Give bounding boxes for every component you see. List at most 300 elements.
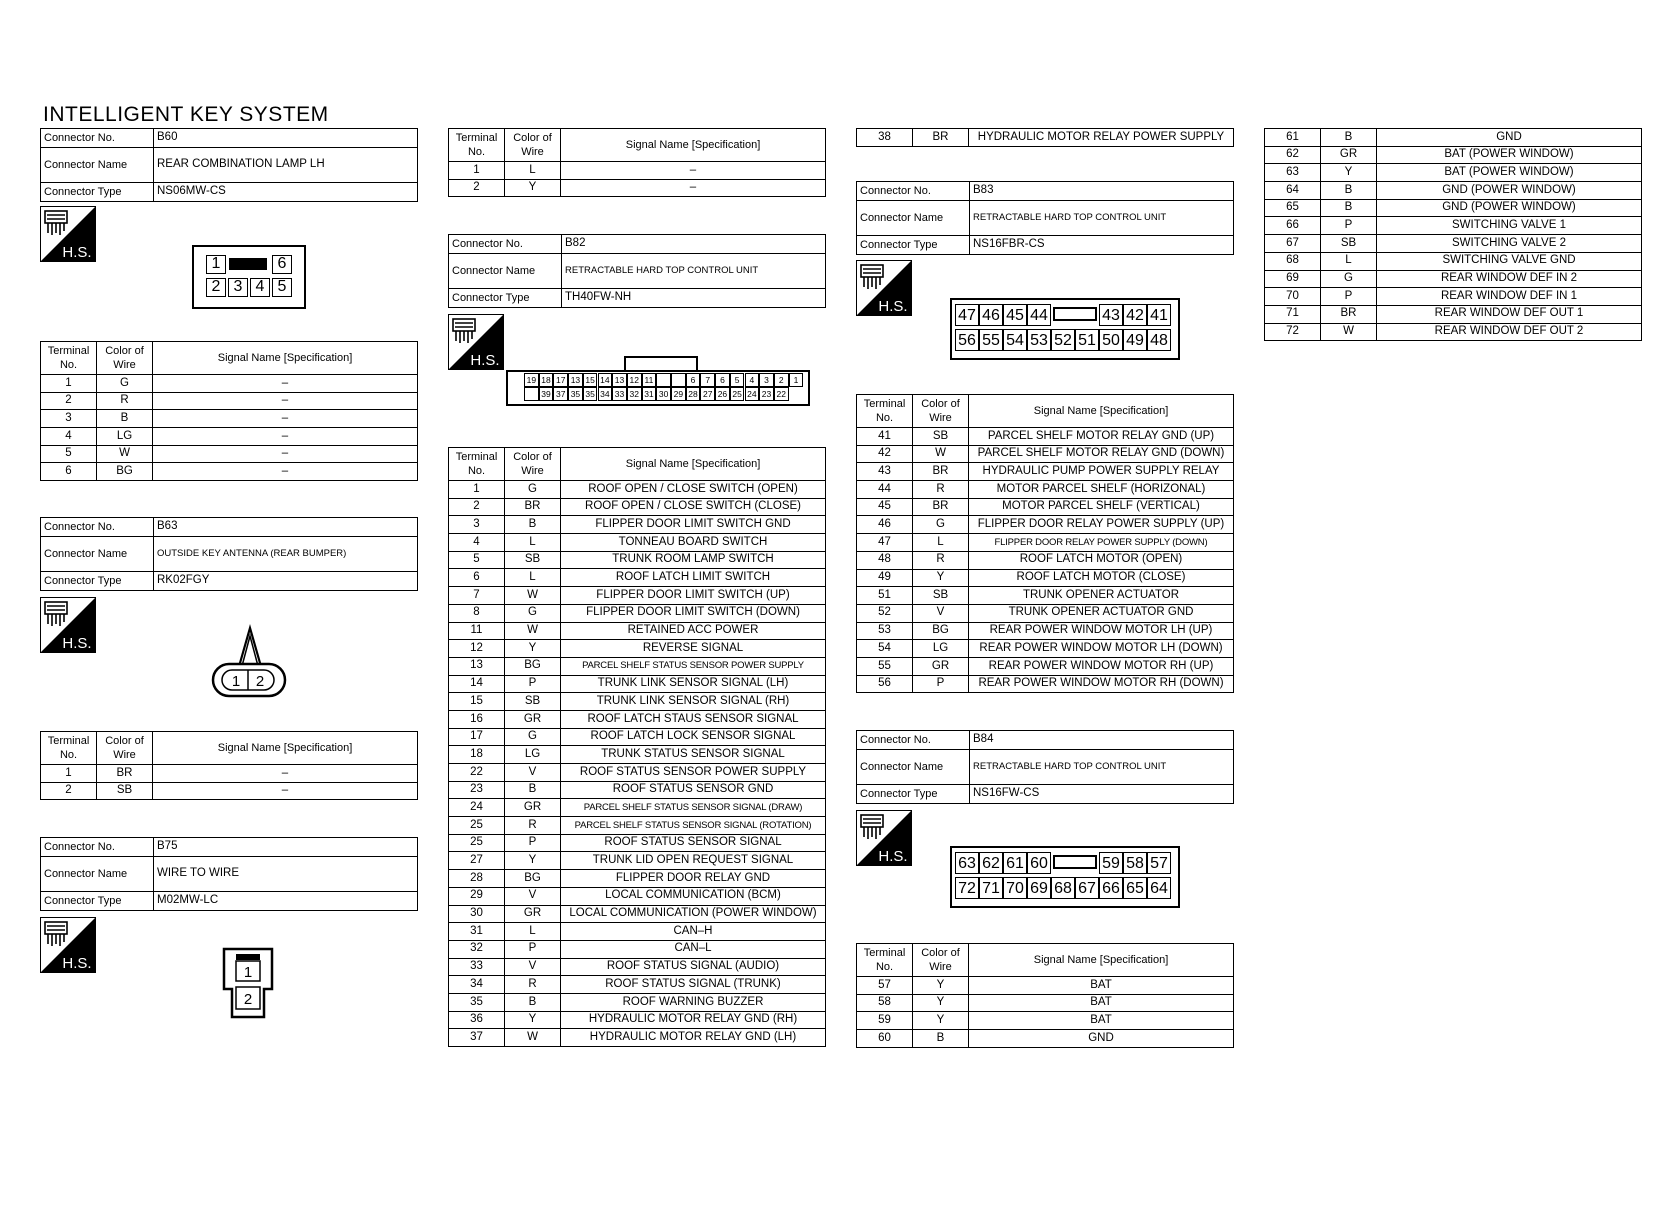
table-row bbox=[857, 498, 1234, 516]
table-row bbox=[449, 569, 826, 587]
terminal-no: 59 bbox=[857, 1012, 913, 1030]
connector-info-b82 bbox=[448, 234, 826, 308]
svg-text:H.S.: H.S. bbox=[62, 244, 92, 261]
terminal-no: 18 bbox=[449, 746, 505, 764]
label-connector-type: Connector Type bbox=[41, 892, 154, 911]
label-connector-name: Connector Name bbox=[41, 857, 154, 892]
pin-cell: 59 bbox=[1099, 852, 1123, 874]
wire-color: Y bbox=[505, 1011, 561, 1029]
table-row bbox=[41, 392, 418, 410]
signal-name: – bbox=[153, 782, 418, 800]
wire-color: R bbox=[505, 976, 561, 994]
wire-color: Y bbox=[913, 1012, 969, 1030]
signal-name: PARCEL SHELF MOTOR RELAY GND (UP) bbox=[969, 428, 1234, 446]
table-row bbox=[857, 657, 1234, 675]
terminal-no: 2 bbox=[41, 782, 97, 800]
table-row bbox=[1265, 146, 1642, 164]
pin-cell: 49 bbox=[1123, 329, 1147, 351]
svg-text:H.S.: H.S. bbox=[470, 352, 500, 369]
terminal-no: 6 bbox=[449, 569, 505, 587]
table-row bbox=[449, 728, 826, 746]
table-row bbox=[857, 977, 1234, 995]
pin-label: 2 bbox=[255, 673, 265, 690]
label-connector-no: Connector No. bbox=[449, 235, 562, 254]
pin-cell: 4 bbox=[745, 373, 760, 387]
label-connector-no: Connector No. bbox=[41, 518, 154, 537]
pin-cell: 57 bbox=[1147, 852, 1171, 874]
signal-name: REAR WINDOW DEF OUT 1 bbox=[1377, 305, 1642, 323]
header-color-of-wire: Color of Wire bbox=[97, 342, 153, 375]
header-signal-name: Signal Name [Specification] bbox=[561, 448, 826, 481]
signal-name: BAT bbox=[969, 1012, 1234, 1030]
pin-cell: 26 bbox=[715, 387, 730, 401]
terminal-no: 3 bbox=[449, 516, 505, 534]
terminal-no: 8 bbox=[449, 604, 505, 622]
pin-cell: 65 bbox=[1123, 877, 1147, 899]
terminal-no: 70 bbox=[1265, 288, 1321, 306]
pin-cell: 43 bbox=[1099, 304, 1123, 326]
wire-color: B bbox=[505, 993, 561, 1011]
pin-cell: 3 bbox=[228, 278, 248, 297]
table-row bbox=[449, 781, 826, 799]
signal-name: TRUNK OPENER ACTUATOR GND bbox=[969, 604, 1234, 622]
terminal-no: 28 bbox=[449, 870, 505, 888]
pin-label: 1 bbox=[231, 673, 241, 690]
signal-name: ROOF STATUS SIGNAL (AUDIO) bbox=[561, 958, 826, 976]
wire-color: B bbox=[1321, 182, 1377, 200]
signal-name: REAR POWER WINDOW MOTOR RH (DOWN) bbox=[969, 675, 1234, 693]
table-row bbox=[449, 551, 826, 569]
signal-name: TRUNK LID OPEN REQUEST SIGNAL bbox=[561, 852, 826, 870]
table-row bbox=[41, 463, 418, 481]
terminal-no: 14 bbox=[449, 675, 505, 693]
wire-color: W bbox=[505, 1029, 561, 1047]
wire-color: BR bbox=[913, 463, 969, 481]
terminal-no: 1 bbox=[41, 765, 97, 783]
signal-name: ROOF STATUS SENSOR GND bbox=[561, 781, 826, 799]
connector-info-b75 bbox=[40, 837, 418, 911]
pin-cell: 71 bbox=[979, 877, 1003, 899]
signal-name: RETAINED ACC POWER bbox=[561, 622, 826, 640]
svg-text:H.S.: H.S. bbox=[62, 635, 92, 652]
table-row bbox=[857, 445, 1234, 463]
harness-side-icon bbox=[856, 260, 912, 316]
signal-name: TRUNK OPENER ACTUATOR bbox=[969, 587, 1234, 605]
wire-color: P bbox=[913, 675, 969, 693]
terminal-no: 6 bbox=[41, 463, 97, 481]
pin-cell: 46 bbox=[979, 304, 1003, 326]
table-row bbox=[1265, 305, 1642, 323]
signal-name: – bbox=[153, 463, 418, 481]
pin-cell: 18 bbox=[539, 373, 554, 387]
terminal-no: 71 bbox=[1265, 305, 1321, 323]
wire-color: LG bbox=[913, 640, 969, 658]
terminal-no: 31 bbox=[449, 923, 505, 941]
table-row bbox=[41, 428, 418, 446]
table-row bbox=[857, 569, 1234, 587]
wire-color: SB bbox=[97, 782, 153, 800]
pin-cell: 11 bbox=[642, 373, 657, 387]
signal-name: HYDRAULIC MOTOR RELAY GND (LH) bbox=[561, 1029, 826, 1047]
header-terminal-no: Terminal No. bbox=[857, 395, 913, 428]
label-connector-name: Connector Name bbox=[857, 201, 970, 236]
terminal-no: 54 bbox=[857, 640, 913, 658]
pin-table-b60-cont bbox=[448, 128, 826, 197]
table-row bbox=[449, 817, 826, 835]
pin-cell: 68 bbox=[1051, 877, 1075, 899]
terminal-no: 16 bbox=[449, 710, 505, 728]
connector-key bbox=[1053, 855, 1097, 869]
wire-color: B bbox=[505, 781, 561, 799]
label-connector-type: Connector Type bbox=[41, 572, 154, 591]
connector-face-b75 bbox=[220, 945, 280, 1027]
label-connector-name: Connector Name bbox=[41, 148, 154, 183]
wire-color: R bbox=[913, 551, 969, 569]
pin-cell: 28 bbox=[686, 387, 701, 401]
connector-face-b60 bbox=[192, 245, 306, 309]
terminal-no: 12 bbox=[449, 640, 505, 658]
terminal-no: 65 bbox=[1265, 199, 1321, 217]
signal-name: SWITCHING VALVE 1 bbox=[1377, 217, 1642, 235]
pin-cell: 25 bbox=[730, 387, 745, 401]
pin-cell: 52 bbox=[1051, 329, 1075, 351]
pin-cell: 70 bbox=[1003, 877, 1027, 899]
terminal-no: 2 bbox=[449, 498, 505, 516]
pin-table-b84-cont bbox=[1264, 128, 1642, 341]
table-row bbox=[857, 428, 1234, 446]
pin-cell: 24 bbox=[745, 387, 760, 401]
table-row bbox=[449, 887, 826, 905]
signal-name: MOTOR PARCEL SHELF (VERTICAL) bbox=[969, 498, 1234, 516]
header-signal-name: Signal Name [Specification] bbox=[153, 342, 418, 375]
wire-color: R bbox=[913, 481, 969, 499]
connector-no-value: B75 bbox=[154, 838, 418, 857]
wire-color: L bbox=[505, 534, 561, 552]
terminal-no: 22 bbox=[449, 764, 505, 782]
signal-name: BAT bbox=[969, 994, 1234, 1012]
label-connector-no: Connector No. bbox=[41, 129, 154, 148]
terminal-no: 66 bbox=[1265, 217, 1321, 235]
signal-name: ROOF LATCH LIMIT SWITCH bbox=[561, 569, 826, 587]
signal-name: ROOF STATUS SIGNAL (TRUNK) bbox=[561, 976, 826, 994]
table-row bbox=[449, 604, 826, 622]
pin-cell: 1 bbox=[206, 255, 226, 274]
pin-cell: 61 bbox=[1003, 852, 1027, 874]
table-row bbox=[857, 516, 1234, 534]
table-row bbox=[449, 1029, 826, 1047]
signal-name: TRUNK LINK SENSOR SIGNAL (RH) bbox=[561, 693, 826, 711]
wire-color: BG bbox=[97, 463, 153, 481]
terminal-no: 2 bbox=[449, 179, 505, 197]
table-row bbox=[1265, 288, 1642, 306]
table-row bbox=[449, 852, 826, 870]
wire-color: G bbox=[97, 375, 153, 393]
pin-cell: 55 bbox=[979, 329, 1003, 351]
wire-color: V bbox=[913, 604, 969, 622]
signal-name: PARCEL SHELF MOTOR RELAY GND (DOWN) bbox=[969, 445, 1234, 463]
pin-cell: 41 bbox=[1147, 304, 1171, 326]
label-connector-type: Connector Type bbox=[449, 289, 562, 308]
wire-color: BG bbox=[505, 657, 561, 675]
table-row bbox=[857, 587, 1234, 605]
pin-cell: 47 bbox=[955, 304, 979, 326]
connector-name-value: RETRACTABLE HARD TOP CONTROL UNIT bbox=[970, 750, 1234, 785]
signal-name: REAR WINDOW DEF IN 1 bbox=[1377, 288, 1642, 306]
terminal-no: 23 bbox=[449, 781, 505, 799]
signal-name: TRUNK ROOM LAMP SWITCH bbox=[561, 551, 826, 569]
wire-color: Y bbox=[913, 977, 969, 995]
signal-name: REAR POWER WINDOW MOTOR LH (DOWN) bbox=[969, 640, 1234, 658]
wire-color: BG bbox=[505, 870, 561, 888]
connector-face-b84 bbox=[950, 846, 1180, 908]
connector-face-b82 bbox=[506, 356, 806, 408]
signal-name: BAT bbox=[969, 977, 1234, 995]
pin-cell bbox=[524, 387, 539, 401]
terminal-no: 25 bbox=[449, 817, 505, 835]
wire-color: B bbox=[913, 1030, 969, 1048]
table-row bbox=[857, 622, 1234, 640]
table-row bbox=[449, 870, 826, 888]
table-row bbox=[449, 905, 826, 923]
terminal-no: 44 bbox=[857, 481, 913, 499]
signal-name: HYDRAULIC MOTOR RELAY POWER SUPPLY bbox=[969, 129, 1234, 147]
table-row bbox=[1265, 252, 1642, 270]
header-color-of-wire: Color of Wire bbox=[505, 129, 561, 162]
harness-side-icon bbox=[40, 206, 96, 262]
terminal-no: 17 bbox=[449, 728, 505, 746]
wire-color: P bbox=[1321, 217, 1377, 235]
signal-name: FLIPPER DOOR RELAY GND bbox=[561, 870, 826, 888]
terminal-no: 5 bbox=[41, 445, 97, 463]
terminal-no: 56 bbox=[857, 675, 913, 693]
terminal-no: 43 bbox=[857, 463, 913, 481]
wire-color: L bbox=[505, 569, 561, 587]
harness-side-icon bbox=[40, 597, 96, 653]
signal-name: SWITCHING VALVE 2 bbox=[1377, 235, 1642, 253]
signal-name: GND (POWER WINDOW) bbox=[1377, 182, 1642, 200]
wire-color: P bbox=[1321, 288, 1377, 306]
pin-cell: 30 bbox=[656, 387, 671, 401]
table-row bbox=[449, 498, 826, 516]
signal-name: FLIPPER DOOR RELAY POWER SUPPLY (UP) bbox=[969, 516, 1234, 534]
signal-name: ROOF WARNING BUZZER bbox=[561, 993, 826, 1011]
pin-cell: 35 bbox=[583, 387, 598, 401]
signal-name: SWITCHING VALVE GND bbox=[1377, 252, 1642, 270]
table-row bbox=[449, 179, 826, 197]
signal-name: ROOF STATUS SENSOR SIGNAL bbox=[561, 834, 826, 852]
terminal-no: 45 bbox=[857, 498, 913, 516]
signal-name: CAN–L bbox=[561, 940, 826, 958]
wire-color: R bbox=[97, 392, 153, 410]
table-row bbox=[41, 410, 418, 428]
table-row bbox=[449, 675, 826, 693]
header-color-of-wire: Color of Wire bbox=[913, 395, 969, 428]
wire-color: Y bbox=[1321, 164, 1377, 182]
terminal-no: 7 bbox=[449, 587, 505, 605]
pin-cell: 22 bbox=[774, 387, 789, 401]
wire-color: G bbox=[1321, 270, 1377, 288]
wire-color: P bbox=[505, 940, 561, 958]
terminal-no: 46 bbox=[857, 516, 913, 534]
table-row bbox=[41, 375, 418, 393]
connector-info-b84 bbox=[856, 730, 1234, 804]
label-connector-no: Connector No. bbox=[41, 838, 154, 857]
pin-cell: 15 bbox=[583, 373, 598, 387]
signal-name: FLIPPER DOOR LIMIT SWITCH (DOWN) bbox=[561, 604, 826, 622]
pin-cell: 23 bbox=[759, 387, 774, 401]
wire-color: Y bbox=[505, 852, 561, 870]
terminal-no: 4 bbox=[449, 534, 505, 552]
table-row bbox=[41, 445, 418, 463]
connector-type-value: NS06MW-CS bbox=[154, 183, 418, 202]
connector-no-value: B60 bbox=[154, 129, 418, 148]
signal-name: BAT (POWER WINDOW) bbox=[1377, 146, 1642, 164]
table-row bbox=[1265, 164, 1642, 182]
terminal-no: 60 bbox=[857, 1030, 913, 1048]
table-row bbox=[857, 534, 1234, 552]
wire-color: Y bbox=[913, 994, 969, 1012]
pin-cell: 44 bbox=[1027, 304, 1051, 326]
signal-name: MOTOR PARCEL SHELF (HORIZONAL) bbox=[969, 481, 1234, 499]
signal-name: HYDRAULIC PUMP POWER SUPPLY RELAY bbox=[969, 463, 1234, 481]
header-signal-name: Signal Name [Specification] bbox=[969, 944, 1234, 977]
terminal-no: 58 bbox=[857, 994, 913, 1012]
wire-color: B bbox=[97, 410, 153, 428]
terminal-no: 36 bbox=[449, 1011, 505, 1029]
pin-cell: 29 bbox=[671, 387, 686, 401]
header-color-of-wire: Color of Wire bbox=[97, 732, 153, 765]
connector-name-value: RETRACTABLE HARD TOP CONTROL UNIT bbox=[970, 201, 1234, 236]
pin-cell: 4 bbox=[250, 278, 270, 297]
terminal-no: 30 bbox=[449, 905, 505, 923]
wire-color: BR bbox=[913, 129, 969, 147]
terminal-no: 1 bbox=[449, 481, 505, 499]
header-terminal-no: Terminal No. bbox=[41, 732, 97, 765]
wire-color: G bbox=[505, 481, 561, 499]
connector-name-value: OUTSIDE KEY ANTENNA (REAR BUMPER) bbox=[154, 537, 418, 572]
terminal-no: 63 bbox=[1265, 164, 1321, 182]
table-row bbox=[857, 129, 1234, 147]
table-row bbox=[1265, 129, 1642, 147]
terminal-no: 37 bbox=[449, 1029, 505, 1047]
pin-cell: 42 bbox=[1123, 304, 1147, 326]
terminal-no: 68 bbox=[1265, 252, 1321, 270]
terminal-no: 33 bbox=[449, 958, 505, 976]
wire-color: W bbox=[505, 587, 561, 605]
table-row bbox=[857, 675, 1234, 693]
signal-name: CAN–H bbox=[561, 923, 826, 941]
pin-cell: 54 bbox=[1003, 329, 1027, 351]
table-row bbox=[449, 710, 826, 728]
pin-cell: 5 bbox=[730, 373, 745, 387]
header-terminal-no: Terminal No. bbox=[449, 129, 505, 162]
signal-name: – bbox=[153, 392, 418, 410]
wire-color: L bbox=[1321, 252, 1377, 270]
wire-color: GR bbox=[505, 905, 561, 923]
header-signal-name: Signal Name [Specification] bbox=[153, 732, 418, 765]
table-row bbox=[857, 604, 1234, 622]
wire-color: L bbox=[505, 923, 561, 941]
pin-label: 2 bbox=[243, 991, 253, 1008]
wire-color: V bbox=[505, 764, 561, 782]
pin-cell: 34 bbox=[598, 387, 613, 401]
pin-cell: 12 bbox=[627, 373, 642, 387]
signal-name: TONNEAU BOARD SWITCH bbox=[561, 534, 826, 552]
pin-cell: 63 bbox=[955, 852, 979, 874]
wire-color: G bbox=[913, 516, 969, 534]
wire-color: SB bbox=[913, 428, 969, 446]
wire-color: SB bbox=[913, 587, 969, 605]
signal-name: – bbox=[153, 410, 418, 428]
signal-name: GND bbox=[969, 1030, 1234, 1048]
pin-table-b63 bbox=[40, 731, 418, 800]
terminal-no: 62 bbox=[1265, 146, 1321, 164]
table-row bbox=[449, 587, 826, 605]
pin-table-b60 bbox=[40, 341, 418, 481]
svg-text:H.S.: H.S. bbox=[62, 955, 92, 972]
terminal-no: 64 bbox=[1265, 182, 1321, 200]
connector-key bbox=[1053, 307, 1097, 321]
terminal-no: 38 bbox=[857, 129, 913, 147]
terminal-no: 41 bbox=[857, 428, 913, 446]
connector-name-value: REAR COMBINATION LAMP LH bbox=[154, 148, 418, 183]
page-title: INTELLIGENT KEY SYSTEM bbox=[43, 103, 329, 126]
signal-name: REAR WINDOW DEF IN 2 bbox=[1377, 270, 1642, 288]
wire-color: GR bbox=[505, 799, 561, 817]
terminal-no: 1 bbox=[41, 375, 97, 393]
terminal-no: 29 bbox=[449, 887, 505, 905]
terminal-no: 49 bbox=[857, 569, 913, 587]
terminal-no: 15 bbox=[449, 693, 505, 711]
terminal-no: 32 bbox=[449, 940, 505, 958]
signal-name: – bbox=[153, 765, 418, 783]
table-row bbox=[449, 693, 826, 711]
label-connector-type: Connector Type bbox=[857, 785, 970, 804]
signal-name: ROOF OPEN / CLOSE SWITCH (OPEN) bbox=[561, 481, 826, 499]
label-connector-no: Connector No. bbox=[857, 182, 970, 201]
table-row bbox=[857, 463, 1234, 481]
connector-info-b63 bbox=[40, 517, 418, 591]
terminal-no: 52 bbox=[857, 604, 913, 622]
table-row bbox=[449, 534, 826, 552]
table-row bbox=[1265, 217, 1642, 235]
wire-color: W bbox=[1321, 323, 1377, 341]
signal-name: – bbox=[153, 428, 418, 446]
pin-cell: 51 bbox=[1075, 329, 1099, 351]
signal-name: PARCEL SHELF STATUS SENSOR SIGNAL (ROTATION) bbox=[561, 817, 826, 835]
wire-color: BR bbox=[97, 765, 153, 783]
pin-cell: 5 bbox=[272, 278, 292, 297]
pin-cell: 62 bbox=[979, 852, 1003, 874]
table-row bbox=[857, 551, 1234, 569]
table-row bbox=[449, 1011, 826, 1029]
harness-side-icon bbox=[856, 810, 912, 866]
terminal-no: 1 bbox=[449, 162, 505, 180]
harness-side-icon bbox=[448, 314, 504, 370]
terminal-no: 4 bbox=[41, 428, 97, 446]
pin-label: 1 bbox=[243, 964, 253, 981]
terminal-no: 67 bbox=[1265, 235, 1321, 253]
signal-name: TRUNK STATUS SENSOR SIGNAL bbox=[561, 746, 826, 764]
table-row bbox=[449, 764, 826, 782]
pin-cell: 58 bbox=[1123, 852, 1147, 874]
table-row bbox=[449, 993, 826, 1011]
table-row bbox=[857, 481, 1234, 499]
wire-color: LG bbox=[97, 428, 153, 446]
terminal-no: 3 bbox=[41, 410, 97, 428]
pin-cell: 33 bbox=[612, 387, 627, 401]
signal-name: REVERSE SIGNAL bbox=[561, 640, 826, 658]
